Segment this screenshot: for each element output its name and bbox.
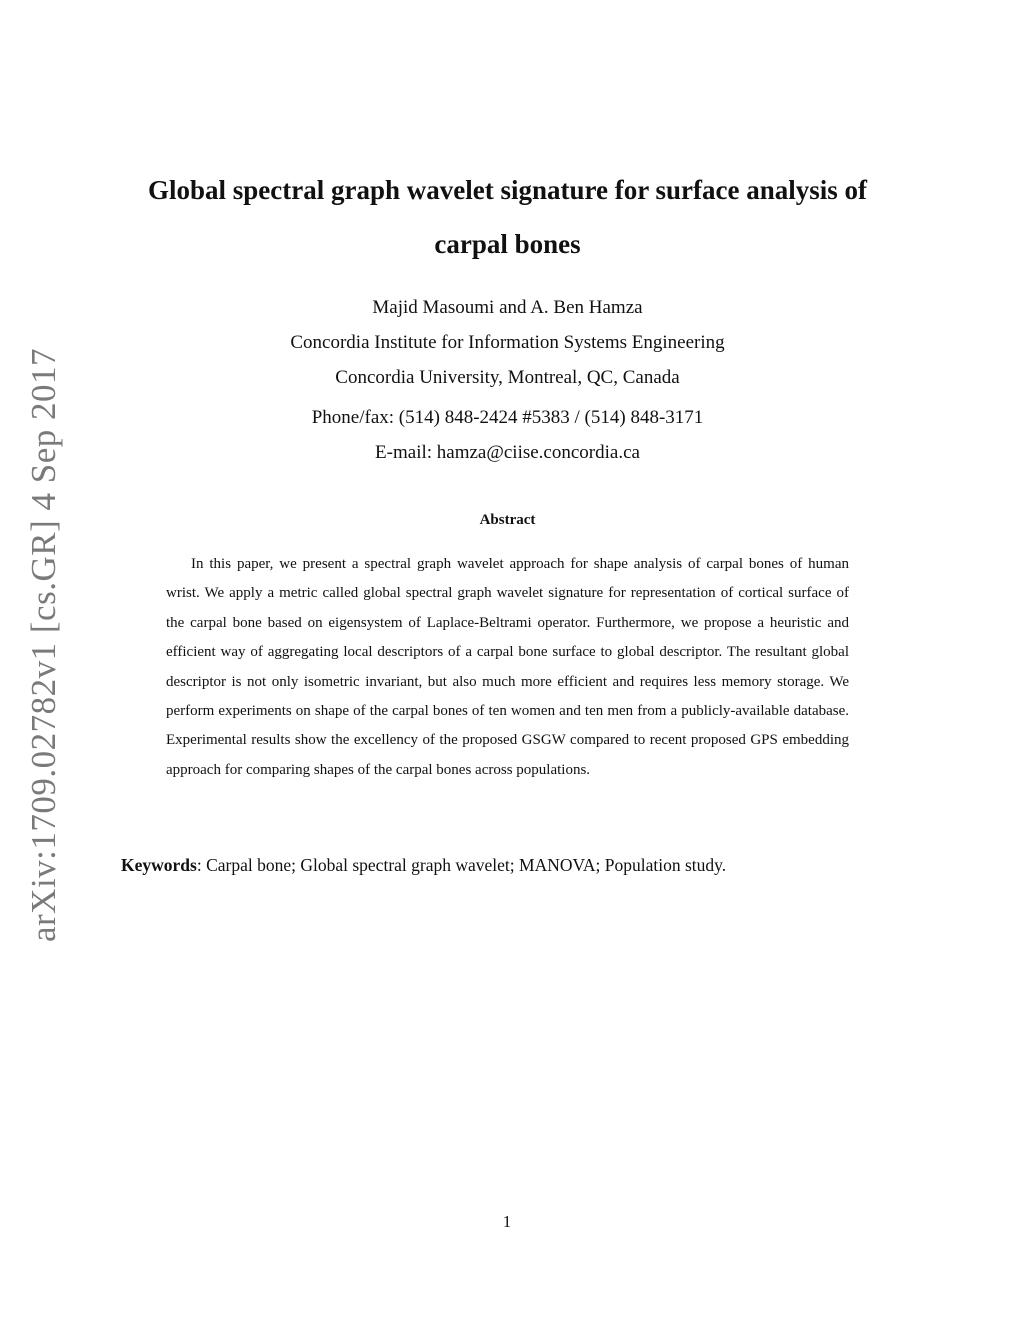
author-names: Majid Masoumi and A. Ben Hamza	[372, 297, 643, 318]
arxiv-identifier-stamp: arXiv:1709.02782v1 [cs.GR] 4 Sep 2017	[24, 347, 63, 943]
page-number: 1	[502, 1212, 512, 1231]
paper-title-line-1: Global spectral graph wavelet signature for surface analysis of	[148, 175, 867, 205]
abstract-heading: Abstract	[479, 512, 536, 528]
contact-phone: Phone/fax: (514) 848-2424 #5383 / (514) 848-3171	[311, 407, 704, 428]
keywords-label: Keywords	[121, 855, 197, 875]
abstract-body: In this paper, we present a spectral graph wavelet approach for shape analysis of carpal bones of human wrist. We apply a metric called global spectral graph wavelet signature for representation of cortical surface of the carpal bone based on eigensystem of Laplace-Beltrami operator. Furthermore, we propose a heuristic and efficient way of aggregating local descriptors of a carpal bone surface to global descriptor. The resultant global descriptor is not only isometric invariant, but also much more efficient and requires less memory storage. We perform experiments on shape of the carpal bones of ten women and ten men from a publicly-available database. Experimental results show the excellency of the proposed GSGW compared to recent proposed GPS embedding approach for comparing shapes of the carpal bones across populations.	[166, 556, 849, 778]
affiliation-university: Concordia University, Montreal, QC, Canada	[335, 367, 680, 388]
paper-title	[100, 163, 915, 271]
affiliation-institute: Concordia Institute for Information Systems Engineering	[290, 332, 725, 353]
author-block	[100, 290, 915, 395]
keywords-line	[121, 855, 901, 876]
keywords-colon: :	[196, 855, 207, 875]
paper-title-line-2: carpal bones	[434, 229, 581, 259]
keywords-text: Carpal bone; Global spectral graph wavelet; MANOVA; Population study.	[206, 855, 727, 875]
contact-block	[100, 400, 915, 470]
contact-email: E-mail: hamza@ciise.concordia.ca	[375, 442, 640, 463]
